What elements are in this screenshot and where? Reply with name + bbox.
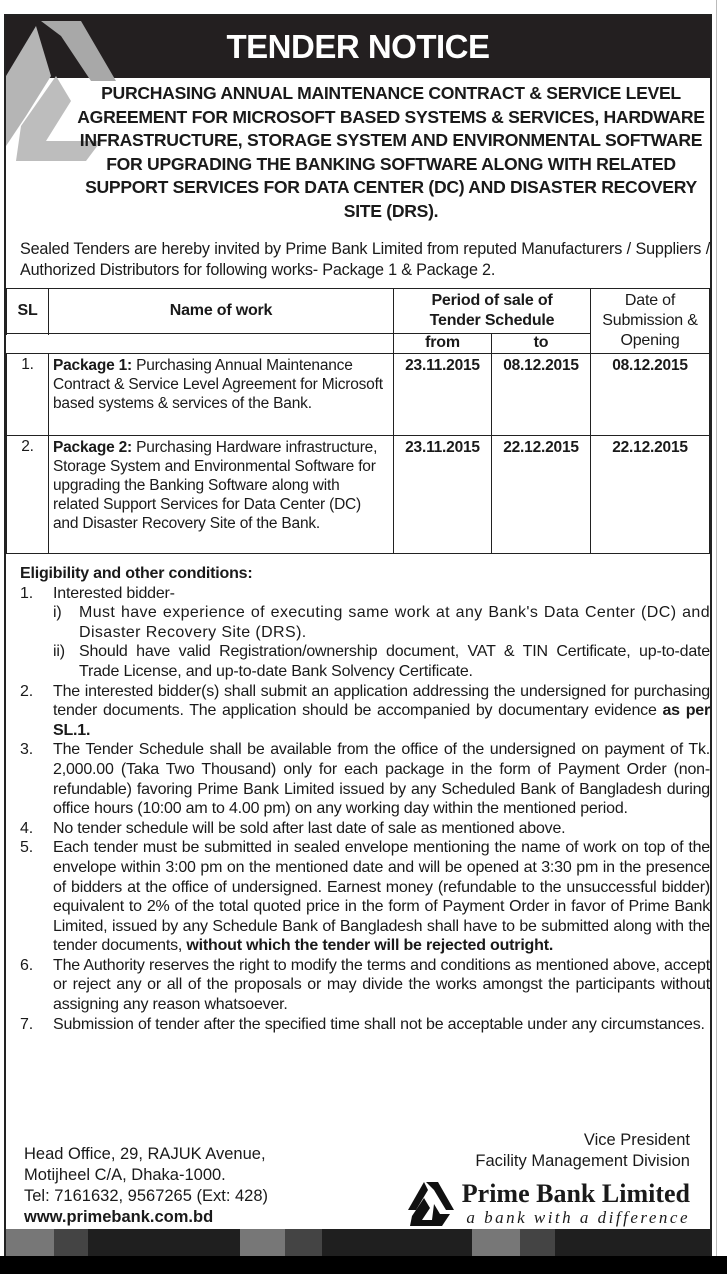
intro-text: Sealed Tenders are hereby invited by Prime Bank Limited from reputed Manufacturers / Suppliers / Authorized Distributors for following works- Package 1 & Package 2. bbox=[20, 240, 710, 279]
item-text: Should have valid Registration/ownership document, VAT & TIN Certificate, up-to-date Trade License, and up-to-date Bank Solvency Certificate. bbox=[79, 643, 710, 680]
item-bold-text: without which the tender will be rejected outright. bbox=[186, 937, 554, 955]
package-desc: Purchasing Annual Maintenance Contract & Service Level Agreement for Microsoft based systems & services of the Bank. bbox=[53, 357, 383, 412]
condition-item bbox=[20, 682, 710, 741]
notice-title: TENDER NOTICE bbox=[226, 28, 490, 65]
condition-item bbox=[20, 838, 710, 956]
condition-subitem bbox=[53, 642, 710, 681]
item-number: i) bbox=[53, 604, 62, 622]
row-sl: 2. bbox=[7, 436, 49, 554]
col-to: to bbox=[492, 334, 591, 354]
address-line: Head Office, 29, RAJUK Avenue, bbox=[24, 1145, 266, 1163]
item-text: Must have experience of executing same work at any Bank's Data Center (DC) and Disaster Recovery Site (DRS). bbox=[79, 604, 710, 641]
item-text: Interested bidder- bbox=[53, 584, 175, 602]
sale-from: 23.11.2015 bbox=[394, 354, 492, 436]
signatory-title: Vice President bbox=[583, 1131, 690, 1149]
tender-notice bbox=[4, 14, 712, 1258]
item-number: 7. bbox=[20, 1015, 33, 1033]
sale-to: 22.12.2015 bbox=[492, 436, 591, 554]
condition-item bbox=[20, 584, 710, 604]
item-text: The Tender Schedule shall be available from the office of the undersigned on payment of Tk. 2,000.00 (Taka Two Thousand) only for each package in the form of Payment Order (non-refundable) favoring Prime Bank Limited issued by any Scheduled Bank of Bangladesh during office hours (10:00 am to 4.00 pm) on any working day within the mentioned period. bbox=[53, 741, 710, 818]
item-bold-text: as per SL.1. bbox=[53, 702, 710, 739]
signatory bbox=[475, 1130, 690, 1172]
telephone: Tel: 7161632, 9567265 (Ext: 428) bbox=[24, 1187, 269, 1205]
table-row bbox=[7, 354, 710, 436]
condition-item bbox=[20, 956, 710, 1015]
item-text: Each tender must be submitted in sealed envelope mentioning the name of work on top of the envelope within 3:00 pm on the mentioned date and will be opened at 3:30 pm in the presence of bidders at the office of undersigned. Earnest money (refundable to the unsuccessful bidder) equivalent to 2% of the total quoted price in the form of Payment Order in favor of Prime Bank Limited, issued by any Schedule Bank of Bangladesh shall have to be submitted along with the tender documents, bbox=[53, 839, 710, 955]
item-number: 2. bbox=[20, 682, 33, 700]
address-line: Motijheel C/A, Dhaka-1000. bbox=[24, 1166, 226, 1184]
prime-bank-logo-icon bbox=[406, 1180, 456, 1228]
package-desc: Purchasing Hardware infrastructure, Storage System and Environmental Software for upgrading the Banking Software along with related Support Services for Data Center (DC) and Disaster Recovery Site of the Bank. bbox=[53, 439, 378, 532]
brand-name: Prime Bank Limited bbox=[461, 1179, 690, 1208]
table-row bbox=[7, 436, 710, 554]
brand-tagline: a bank with a difference bbox=[466, 1208, 690, 1227]
brand-block bbox=[406, 1180, 690, 1228]
item-number: 4. bbox=[20, 819, 33, 837]
condition-item bbox=[20, 740, 710, 818]
sale-from: 23.11.2015 bbox=[394, 436, 492, 554]
sale-to: 08.12.2015 bbox=[492, 354, 591, 436]
bottom-border bbox=[0, 1256, 727, 1274]
item-text: No tender schedule will be sold after last date of sale as mentioned above. bbox=[53, 819, 566, 837]
item-text: Submission of tender after the specified time shall not be acceptable under any circumstances. bbox=[53, 1015, 705, 1033]
head-office-address bbox=[24, 1144, 268, 1228]
signatory-division: Facility Management Division bbox=[475, 1152, 690, 1170]
item-number: 6. bbox=[20, 956, 33, 974]
col-date: Date of Submission & Opening bbox=[591, 289, 710, 354]
col-period: Period of sale of Tender Schedule bbox=[394, 289, 591, 334]
row-sl: 1. bbox=[7, 354, 49, 436]
notice-subtitle: PURCHASING ANNUAL MAINTENANCE CONTRACT & SERVICE LEVEL AGREEMENT FOR MICROSOFT BASED SYSTEMS & SERVICES, HARDWARE INFRASTRUCTURE, STORAGE SYSTEM AND ENVIRONMENTAL SOFTWARE FOR UPGRADING THE BANKING SOFTWARE ALONG WITH RELATED SUPPORT SERVICES FOR DATA CENTER (DC) AND DISASTER RECOVERY SITE (DRS). bbox=[77, 83, 705, 221]
col-from: from bbox=[394, 334, 492, 354]
item-text: The interested bidder(s) shall submit an application addressing the undersigned for purchasing tender documents. The application should be accompanied by documentary evidence bbox=[53, 682, 710, 720]
condition-subitem bbox=[53, 603, 710, 642]
condition-item bbox=[20, 1015, 710, 1035]
conditions-heading: Eligibility and other conditions: bbox=[20, 565, 253, 582]
col-sl: SL bbox=[7, 289, 49, 334]
page-margin bbox=[716, 0, 727, 1274]
submission-date: 22.12.2015 bbox=[591, 436, 710, 554]
tender-table bbox=[6, 288, 710, 554]
item-number: 3. bbox=[20, 741, 33, 759]
package-label: Package 1: bbox=[53, 357, 132, 374]
submission-date: 08.12.2015 bbox=[591, 354, 710, 436]
condition-item bbox=[20, 819, 710, 839]
conditions bbox=[20, 564, 710, 1034]
decorative-strip bbox=[6, 1229, 710, 1258]
item-number: 5. bbox=[20, 839, 33, 857]
item-number: ii) bbox=[53, 643, 65, 661]
item-number: 1. bbox=[20, 584, 33, 602]
package-label: Package 2: bbox=[53, 439, 132, 456]
col-name: Name of work bbox=[49, 289, 394, 334]
item-text: The Authority reserves the right to modify the terms and conditions as mentioned above, accept or reject any or all of the proposals or may divide the works amongst the participants without assigning any reason whatsoever. bbox=[53, 956, 710, 1014]
website-link[interactable]: www.primebank.com.bd bbox=[24, 1208, 214, 1226]
